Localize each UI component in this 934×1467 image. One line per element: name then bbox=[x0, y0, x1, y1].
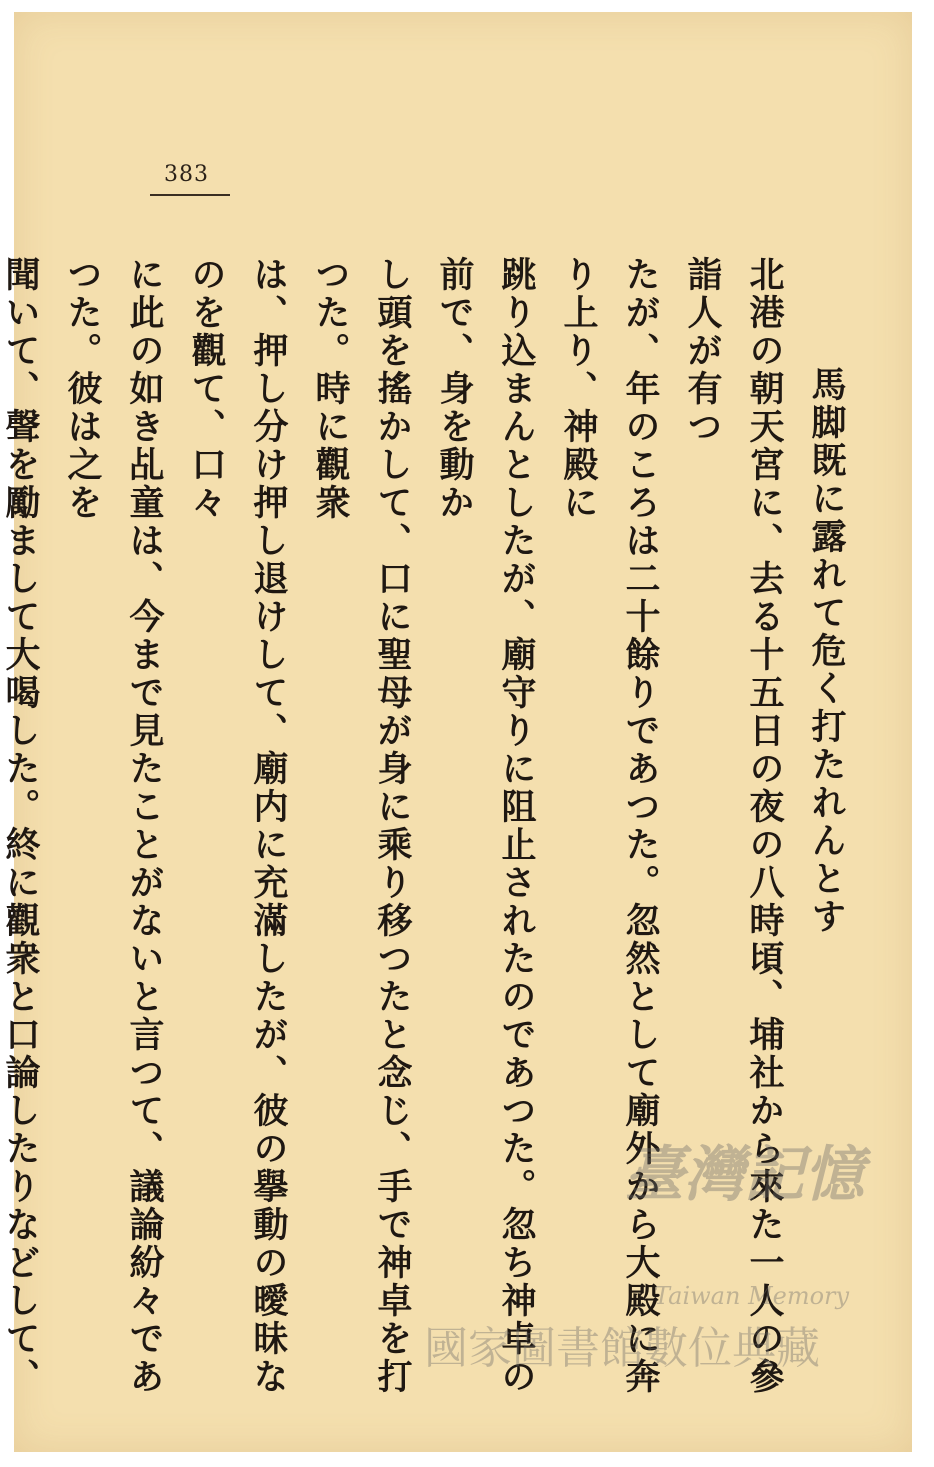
text-column: は、押し分け押し退けして、廟内に充滿したが、彼の擧動の曖昧なのを觀て、口々 bbox=[186, 256, 289, 1396]
text-column: たが、年のころは二十餘りであつた。忽然として廟外から大殿に奔り上り、神殿に bbox=[558, 256, 661, 1396]
article-title: 馬脚既に露れて危く打たれんとす bbox=[806, 366, 847, 936]
book-page bbox=[0, 12, 912, 1452]
text-column: 聞いて、聲を勵まして大喝した。終に觀衆と口論したりなどして、 bbox=[0, 256, 41, 1396]
watermark-seal bbox=[424, 1107, 884, 1374]
page-number: 383 bbox=[164, 162, 209, 187]
watermark-small: 國家圖書館數位典藏 bbox=[424, 1323, 820, 1374]
text-column: 跳り込まんとしたが、廟守りに阻止されたのであつた。忽ち神卓の前で、身を動か bbox=[434, 256, 537, 1396]
text-column: し頭を搖かして、口に聖母が身に乘り移つたと念じ、手で神卓を打つた。時に觀衆 bbox=[310, 256, 413, 1396]
page-number-underline bbox=[150, 194, 230, 196]
text-column: 北港の朝天宮に、去る十五日の夜の八時頃、埔社から來た一人の參詣人が有つ bbox=[682, 256, 785, 1396]
text-column: に此の如き乩童は、今まで見たことがないと言つて、議論紛々であつた。彼は之を bbox=[62, 256, 165, 1396]
watermark-english: Taiwan Memory bbox=[654, 1282, 850, 1310]
watermark-large: 臺灣記憶 bbox=[624, 1140, 864, 1210]
